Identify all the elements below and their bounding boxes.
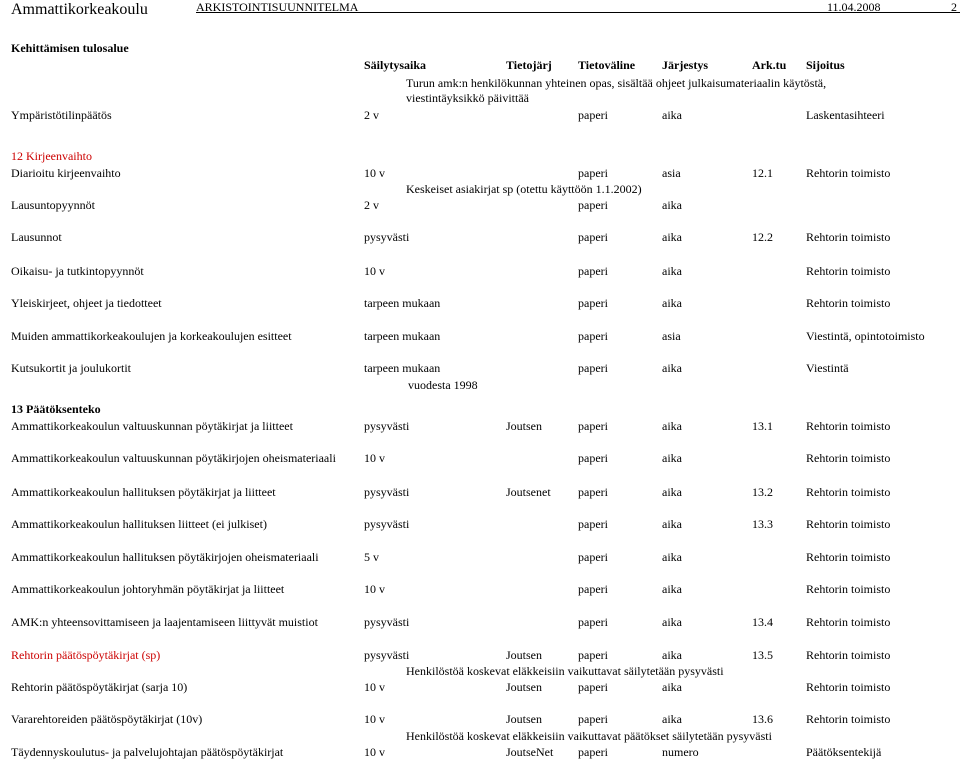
column-header-medium: Tietoväline — [578, 58, 636, 72]
row-retention: pysyvästi — [364, 517, 410, 531]
row-name: Ammattikorkeakoulun johtoryhmän pöytäkirjat ja liitteet — [11, 582, 285, 596]
row-order: aika — [662, 296, 682, 310]
row-order: aika — [662, 550, 682, 564]
unit-name: Kehittämisen tulosalue — [11, 41, 129, 55]
row-medium: paperi — [578, 451, 608, 465]
row-medium: paperi — [578, 485, 608, 499]
row-medium: paperi — [578, 264, 608, 278]
note-text: viestintäyksikkö päivittää — [406, 91, 529, 105]
row-ark: 13.2 — [752, 485, 773, 499]
row-order: aika — [662, 419, 682, 433]
row-retention: 10 v — [364, 451, 385, 465]
row-owner: Joutsen — [506, 680, 542, 694]
row-ark: 12.1 — [752, 166, 773, 180]
row-retention: 10 v — [364, 745, 385, 759]
page-number: 2 — [951, 0, 957, 14]
row-ark: 12.2 — [752, 230, 773, 244]
note-text: Henkilöstöä koskevat eläkkeisiin vaikuttavat päätökset säilytetään pysyvästi — [406, 729, 772, 743]
row-order: aika — [662, 361, 682, 375]
row-medium: paperi — [578, 712, 608, 726]
row-location: Viestintä, opintotoimisto — [806, 329, 925, 343]
row-retention: 10 v — [364, 582, 385, 596]
row-name: Täydennyskoulutus- ja palvelujohtajan päätöspöytäkirjat — [11, 745, 284, 759]
row-retention: pysyvästi — [364, 648, 410, 662]
row-medium: paperi — [578, 198, 608, 212]
row-order: numero — [662, 745, 699, 759]
row-order: aika — [662, 517, 682, 531]
row-name: Ammattikorkeakoulun valtuuskunnan pöytäkirjat ja liitteet — [11, 419, 293, 433]
row-name: Ammattikorkeakoulun hallituksen pöytäkirjat ja liitteet — [11, 485, 276, 499]
row-location: Rehtorin toimisto — [806, 419, 891, 433]
row-name: Oikaisu- ja tutkintopyynnöt — [11, 264, 144, 278]
row-retention: pysyvästi — [364, 615, 410, 629]
row-name: Rehtorin päätöspöytäkirjat (sp) — [11, 648, 161, 662]
row-name: Lausunnot — [11, 230, 62, 244]
row-medium: paperi — [578, 329, 608, 343]
row-retention: pysyvästi — [364, 230, 410, 244]
row-ark: 13.1 — [752, 419, 773, 433]
row-owner: Joutsen — [506, 712, 542, 726]
row-medium: paperi — [578, 680, 608, 694]
column-header-ark: Ark.tu — [752, 58, 787, 72]
row-owner: Joutsen — [506, 419, 542, 433]
column-header-order: Järjestys — [662, 58, 708, 72]
row-owner: Joutsenet — [506, 485, 551, 499]
row-order: aika — [662, 264, 682, 278]
row-order: aika — [662, 615, 682, 629]
row-order: asia — [662, 166, 681, 180]
note-text: Henkilöstöä koskevat eläkkeisiin vaikuttavat säilytetään pysyvästi — [406, 664, 724, 678]
row-medium: paperi — [578, 615, 608, 629]
row-name: Ympäristötilinpäätös — [11, 108, 112, 122]
row-location: Laskentasihteeri — [806, 108, 885, 122]
note-text: vuodesta 1998 — [408, 378, 478, 392]
row-retention: 2 v — [364, 108, 379, 122]
row-name: Ammattikorkeakoulun hallituksen pöytäkirjojen oheismateriaali — [11, 550, 319, 564]
row-name: Rehtorin päätöspöytäkirjat (sarja 10) — [11, 680, 188, 694]
row-medium: paperi — [578, 517, 608, 531]
row-retention: tarpeen mukaan — [364, 361, 441, 375]
row-name: AMK:n yhteensovittamiseen ja laajentamiseen liittyvät muistiot — [11, 615, 318, 629]
row-name: Kutsukortit ja joulukortit — [11, 361, 131, 375]
row-location: Rehtorin toimisto — [806, 550, 891, 564]
row-medium: paperi — [578, 550, 608, 564]
row-location: Rehtorin toimisto — [806, 166, 891, 180]
row-order: aika — [662, 648, 682, 662]
row-ark: 13.6 — [752, 712, 773, 726]
row-medium: paperi — [578, 108, 608, 122]
section-heading: 13 Päätöksenteko — [11, 402, 101, 416]
row-medium: paperi — [578, 361, 608, 375]
row-medium: paperi — [578, 419, 608, 433]
row-location: Rehtorin toimisto — [806, 230, 891, 244]
row-order: aika — [662, 582, 682, 596]
row-name: Lausuntopyynnöt — [11, 198, 95, 212]
row-retention: 10 v — [364, 680, 385, 694]
row-owner: JoutseNet — [506, 745, 554, 759]
column-header-location: Sijoitus — [806, 58, 845, 72]
row-location: Rehtorin toimisto — [806, 264, 891, 278]
organization-name: Ammattikorkeakoulu — [11, 1, 148, 18]
row-name: Yleiskirjeet, ohjeet ja tiedotteet — [11, 296, 162, 310]
row-medium: paperi — [578, 230, 608, 244]
section-heading: 12 Kirjeenvaihto — [11, 149, 92, 163]
row-retention: tarpeen mukaan — [364, 329, 441, 343]
row-retention: pysyvästi — [364, 485, 410, 499]
row-order: aika — [662, 451, 682, 465]
row-medium: paperi — [578, 582, 608, 596]
row-order: aika — [662, 108, 682, 122]
row-medium: paperi — [578, 745, 608, 759]
row-name: Vararehtoreiden päätöspöytäkirjat (10v) — [11, 712, 203, 726]
row-retention: 10 v — [364, 264, 385, 278]
row-medium: paperi — [578, 166, 608, 180]
header-rule — [196, 12, 960, 13]
row-location: Rehtorin toimisto — [806, 712, 891, 726]
row-location: Rehtorin toimisto — [806, 648, 891, 662]
row-order: aika — [662, 485, 682, 499]
row-retention: 2 v — [364, 198, 379, 212]
column-header-owner: Tietojärj — [506, 58, 552, 72]
row-location: Rehtorin toimisto — [806, 680, 891, 694]
row-name: Diarioitu kirjeenvaihto — [11, 166, 121, 180]
row-location: Viestintä — [806, 361, 849, 375]
row-name: Ammattikorkeakoulun hallituksen liitteet (ei julkiset) — [11, 517, 267, 531]
row-retention: 5 v — [364, 550, 379, 564]
row-location: Rehtorin toimisto — [806, 485, 891, 499]
column-header-retention: Säilytysaika — [364, 58, 427, 72]
row-location: Rehtorin toimisto — [806, 296, 891, 310]
row-retention: 10 v — [364, 166, 385, 180]
row-location: Päätöksentekijä — [806, 745, 882, 759]
row-location: Rehtorin toimisto — [806, 451, 891, 465]
row-retention: tarpeen mukaan — [364, 296, 441, 310]
row-medium: paperi — [578, 296, 608, 310]
note-text: Turun amk:n henkilökunnan yhteinen opas, sisältää ohjeet julkaisumateriaalin käytöstä, — [406, 76, 827, 90]
row-ark: 13.5 — [752, 648, 773, 662]
document-title: ARKISTOINTISUUNNITELMA — [196, 0, 359, 14]
row-owner: Joutsen — [506, 648, 542, 662]
row-location: Rehtorin toimisto — [806, 582, 891, 596]
row-location: Rehtorin toimisto — [806, 517, 891, 531]
row-medium: paperi — [578, 648, 608, 662]
row-order: asia — [662, 329, 681, 343]
row-retention: pysyvästi — [364, 419, 410, 433]
row-ark: 13.3 — [752, 517, 773, 531]
row-order: aika — [662, 230, 682, 244]
row-ark: 13.4 — [752, 615, 773, 629]
row-name: Ammattikorkeakoulun valtuuskunnan pöytäkirjojen oheismateriaali — [11, 451, 336, 465]
row-order: aika — [662, 680, 682, 694]
row-order: aika — [662, 198, 682, 212]
row-name: Muiden ammattikorkeakoulujen ja korkeakoulujen esitteet — [11, 329, 292, 343]
row-location: Rehtorin toimisto — [806, 615, 891, 629]
row-order: aika — [662, 712, 682, 726]
document-date: 11.04.2008 — [827, 0, 881, 14]
note-text: Keskeiset asiakirjat sp (otettu käyttöön 1.1.2002) — [406, 182, 642, 196]
row-retention: 10 v — [364, 712, 385, 726]
